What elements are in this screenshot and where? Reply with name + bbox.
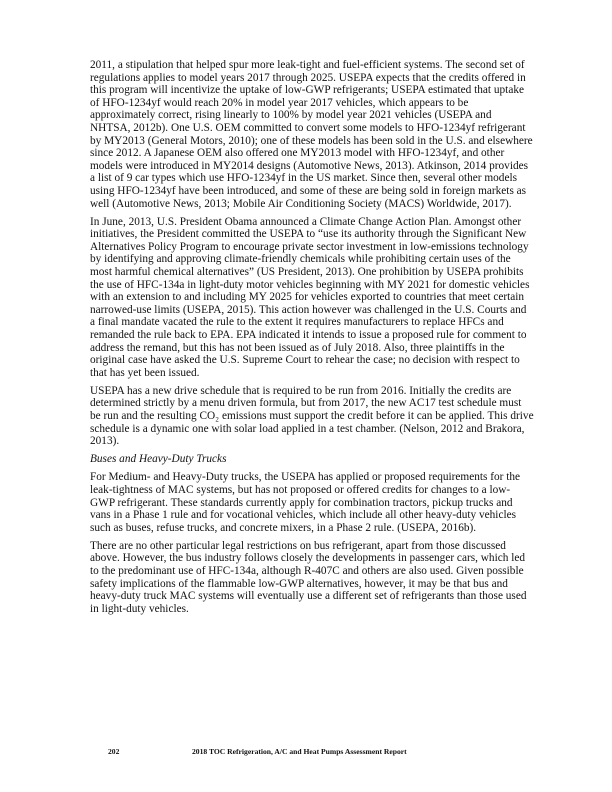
page-number: 202 — [108, 747, 120, 756]
text-line: There are no other particular legal restrictions on bus refrigerant, apart from those discussed — [90, 539, 506, 552]
text-line: approximately correct, rising linearly to 100% by model year 2021 vehicles (USEPA and — [90, 109, 492, 122]
text-line: Buses and Heavy-Duty Trucks — [90, 453, 227, 466]
text-line: 2013). — [90, 435, 120, 448]
text-line: safety implications of the flammable low-GWP alternatives, however, it may be that bus and — [90, 577, 508, 590]
text-line: schedule is a dynamic one with solar load applied in a test chamber. (Nelson, 2012 and Brakora, — [90, 422, 525, 435]
text-line: that has yet been issued. — [90, 366, 200, 379]
text-line: In June, 2013, U.S. President Obama announced a Climate Change Action Plan. Amongst other — [90, 215, 522, 228]
text-line: in light-duty vehicles. — [90, 602, 189, 615]
text-line: a list of 9 car types which use HFO-1234yf in the US market. Since then, several other models — [90, 172, 517, 185]
text-line: narrowed-use limits (USEPA, 2015). This action however was challenged in the U.S. Courts and — [90, 303, 527, 316]
text-line: GWP refrigerant. These standards currently apply for combination tractors, pickup trucks and — [90, 496, 513, 509]
text-line: well (Automotive News, 2013; Mobile Air Conditioning Society (MACS) Worldwide, 2017). — [90, 197, 512, 210]
text-line: 2011, a stipulation that helped spur more leak-tight and fuel-efficient systems. The second set of — [90, 59, 525, 71]
text-line: to the predominant use of HFC-134a, although R-407C and others are also used. Given possible — [90, 565, 524, 578]
text-line: the use of HFC-134a in light-duty motor vehicles beginning with MY 2021 for domestic vehicles — [90, 278, 530, 291]
text-line: NHTSA, 2012b). One U.S. OEM committed to convert some models to HFO-1234yf refrigerant — [90, 121, 526, 134]
paragraph — [90, 59, 550, 210]
text-line: of HFO-1234yf would reach 20% in model year 2017 vehicles, which appears to be — [90, 96, 469, 109]
text-line: original case have asked the U.S. Supreme Court to rehear the case; no decision with respect to — [90, 354, 520, 367]
report-title: 2018 TOC Refrigeration, A/C and Heat Pumps Assessment Report — [192, 747, 407, 756]
text-line: this program will incentivize the uptake of low-GWP refrigerants; USEPA estimated that uptake — [90, 84, 524, 97]
text-line: regulations applies to model years 2017 through 2025. USEPA expects that the credits offered in — [90, 71, 526, 84]
text-line: initiatives, the President committed the USEPA to “use its authority through the Significant New — [90, 228, 527, 241]
paragraph — [90, 385, 550, 448]
text-line: vans in a Phase 1 rule and for vocational vehicles, which include all other heavy-duty vehicles — [90, 509, 517, 522]
text-line: Alternatives Policy Program to encourage private sector investment in low-emissions technology — [90, 240, 529, 253]
text-line: address the remand, but this has not been issued as of July 2018. Also, three plaintiffs in the — [90, 341, 505, 354]
paragraph — [90, 471, 550, 534]
text-line: by identifying and approving climate-friendly chemicals while prohibiting certain uses of the — [90, 253, 511, 266]
text-line: heavy-duty truck MAC systems will eventually use a different set of refrigerants than those used — [90, 590, 527, 603]
text-line: leak-tightness of MAC systems, but has not proposed or offered credits for changes to a low- — [90, 484, 511, 496]
text-line: determined strictly by a menu driven formula, but from 2017, the new AC17 test schedule must — [90, 397, 522, 410]
page-body — [90, 59, 550, 621]
text-line: a final mandate vacated the rule to the extent it requires manufacturers to replace HFCs and — [90, 316, 504, 329]
paragraph — [90, 540, 550, 616]
paragraph — [90, 216, 550, 380]
text-line: For Medium- and Heavy-Duty trucks, the USEPA has applied or proposed requirements for the — [90, 471, 521, 484]
text-line: above. However, the bus industry follows closely the developments in passenger cars, which led — [90, 552, 525, 565]
text-line: such as buses, refuse trucks, and concrete mixers, in a Phase 2 rule. (USEPA, 2016b). — [90, 521, 477, 534]
text-line: since 2012. A Japanese OEM also offered one MY2013 model with HFO-1234yf, and other — [90, 147, 505, 160]
text-line: using HFO-1234yf have been introduced, and some of these are being sold in foreign markets as — [90, 184, 527, 197]
text-line: models were introduced in MY2014 designs (Automotive News, 2013). Atkinson, 2014 provides — [90, 159, 529, 172]
text-line: be run and the resulting CO₂ emissions must support the credit before it can be applied. This drive — [90, 410, 534, 423]
text-line: USEPA has a new drive schedule that is required to be run from 2016. Initially the credits are — [90, 384, 512, 397]
section-heading — [90, 453, 550, 466]
text-line: remanded the rule back to EPA. EPA indicated it intends to issue a proposed rule for comment to — [90, 328, 527, 341]
text-line: most harmful chemical alternatives” (US President, 2013). One prohibition by USEPA prohibits — [90, 266, 524, 278]
text-line: with an extension to and including MY 2025 for vehicles exported to countries that meet certain — [90, 291, 525, 304]
text-line: by MY2013 (General Motors, 2010); one of these models has been sold in the U.S. and elsewhere — [90, 134, 533, 147]
